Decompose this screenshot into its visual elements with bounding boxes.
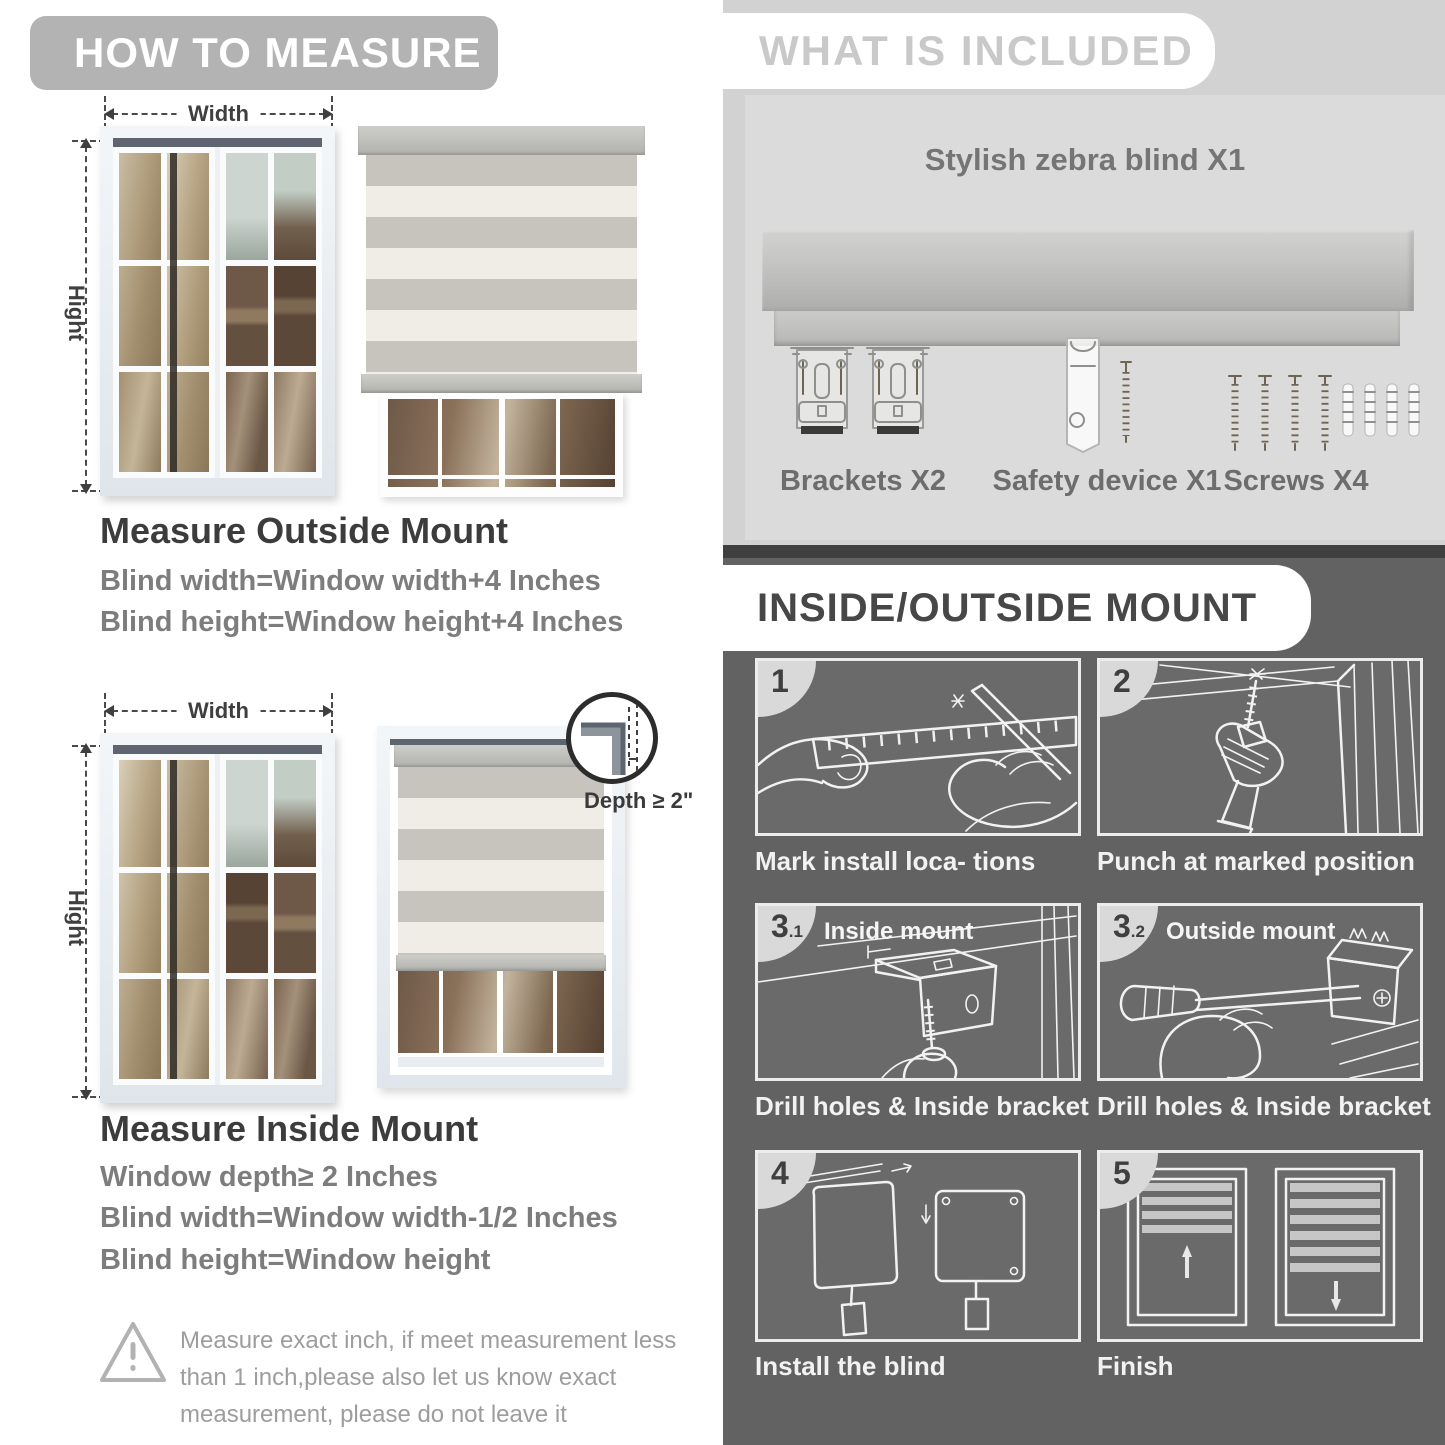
step5-badge: 5 (1100, 1153, 1158, 1209)
blind-cassette (358, 126, 645, 155)
step4-panel (755, 1150, 1081, 1342)
inside-outside-mount-section (723, 545, 1445, 1445)
outside-mount-line2: Blind height=Window height+4 Inches (100, 606, 624, 638)
step5-panel (1097, 1150, 1423, 1342)
outside-mount-line1: Blind width=Window width+4 Inches (100, 565, 601, 597)
bracket-image-1 (789, 342, 855, 442)
blind-bottom-bar (361, 374, 642, 393)
safety-device-label: Safety device X1 (992, 465, 1222, 497)
step1-badge: 1 (758, 661, 816, 717)
inside-mount-title: Measure Inside Mount (100, 1108, 479, 1149)
anchors-image (1339, 378, 1423, 448)
warning-note (180, 1322, 680, 1433)
step3-2-badge: 3.2 (1100, 906, 1158, 962)
step2-badge: 2 (1100, 661, 1158, 717)
width-label-2: Width (176, 698, 261, 724)
window-photo-inside (100, 733, 335, 1103)
zebra-blind-item-label: Stylish zebra blind X1 (924, 142, 1246, 177)
step4-badge: 4 (758, 1153, 816, 1209)
step4-caption: Install the blind (755, 1351, 946, 1381)
inside-glass (398, 971, 604, 1053)
warning-line1: Measure exact inch, if meet measurement less (180, 1327, 677, 1354)
inside-bottom-bar (396, 955, 606, 971)
warning-line3: measurement, please do not leave it (180, 1401, 567, 1428)
window-photo-outside (100, 126, 335, 496)
safety-screw-image (1117, 358, 1135, 444)
screws-image (1219, 372, 1339, 454)
height-label-inside: Hight (64, 889, 90, 947)
depth-magnifier-icon (566, 692, 658, 784)
lamppost-reflection (170, 153, 177, 472)
step1-panel (755, 658, 1081, 836)
window-sash-right (220, 147, 322, 478)
height-label-outside: Hight (64, 284, 90, 342)
what-is-included-header: WHAT IS INCLUDED (723, 13, 1215, 89)
width-arrow-outside (104, 102, 333, 126)
what-is-included-section (723, 0, 1445, 545)
step3-2-panel (1097, 903, 1423, 1081)
inside-fabric (398, 767, 604, 955)
included-blind-cassette (762, 230, 1414, 311)
warning-line2: than 1 inch,please also let us know exact (180, 1364, 617, 1391)
width-arrow-inside (104, 699, 333, 723)
step3-1-panel (755, 903, 1081, 1081)
step3-1-caption: Drill holes & Inside bracket (755, 1091, 1089, 1121)
step3-1-panel-label: Inside mount (824, 918, 974, 945)
window-sash-left (113, 147, 215, 478)
inside-mount-line1: Window depth≥ 2 Inches (100, 1161, 438, 1193)
inside-mount-line3: Blind height=Window height (100, 1244, 491, 1276)
width-label: Width (176, 101, 261, 127)
inside-mount-line2: Blind width=Window width-1/2 Inches (100, 1202, 618, 1234)
step3-1-badge: 3.1 (758, 906, 816, 962)
screws-label: Screws X4 (1223, 465, 1369, 497)
brackets-label: Brackets X2 (779, 465, 947, 497)
zebra-blind-inside (377, 726, 625, 1088)
step3-2-panel-label: Outside mount (1166, 918, 1336, 945)
step5-caption: Finish (1097, 1351, 1174, 1381)
blind-fabric (366, 155, 637, 374)
step1-caption: Mark install loca- tions (755, 846, 1036, 876)
inside-outside-mount-header: INSIDE/OUTSIDE MOUNT (723, 565, 1311, 651)
right-column (723, 0, 1445, 1445)
depth-label: Depth ≥ 2" (584, 788, 694, 813)
window-reveal (113, 138, 322, 147)
bracket-image-2 (865, 342, 931, 442)
outside-mount-title: Measure Outside Mount (100, 510, 509, 551)
step3-2-caption: Drill holes & Inside bracket (1097, 1091, 1431, 1121)
zebra-blind-outside (358, 126, 645, 497)
step2-caption: Punch at marked position (1097, 846, 1415, 876)
mount-top-strip (723, 545, 1445, 558)
window-below-blind (380, 393, 623, 497)
safety-device-image (1057, 332, 1109, 458)
how-to-measure-header: HOW TO MEASURE (30, 16, 498, 90)
step2-panel (1097, 658, 1423, 836)
alert-triangle-icon (96, 1318, 170, 1388)
